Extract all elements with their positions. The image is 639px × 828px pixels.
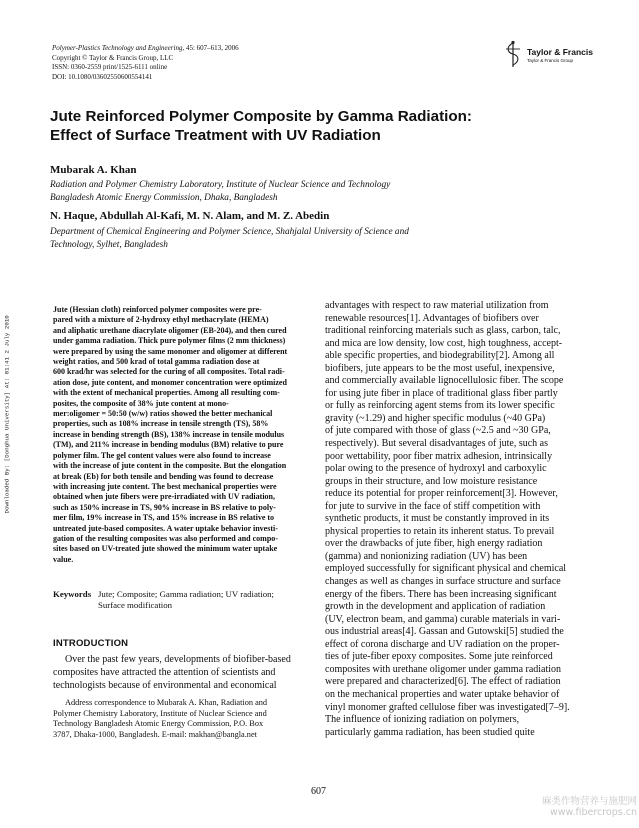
journal-volume: 45: 607–613, 2006: [184, 44, 239, 52]
article-title: [50, 107, 530, 145]
author-primary: Mubarak A. Khan: [50, 164, 137, 176]
watermark-line: www.fibercrops.cn: [550, 807, 637, 818]
publisher-group: Taylor & Francis Group: [527, 58, 574, 63]
body-line: of jute compared with those of glass (~2.5 and ~30 GPa,: [325, 425, 551, 437]
body-line: (gamma) and nonionizing radiation (UV) has been: [325, 550, 528, 562]
publisher-name: Taylor & Francis: [527, 47, 593, 57]
keywords-label: Keywords: [53, 589, 92, 599]
title-line: Jute Reinforced Polymer Composite by Gamma Radiation:: [50, 108, 472, 125]
right-column-text: [325, 300, 590, 739]
body-line: on the mechanical properties and water uptake behavior of: [325, 688, 560, 700]
body-line: renewable resources[1]. Advantages of biofibers over: [325, 312, 539, 324]
abstract-line: under gamma radiation. Thick pure polymer films (2 mm thickness): [53, 336, 286, 346]
body-line: for using jute fiber in place of traditional glass fiber partly: [325, 387, 558, 399]
author-coauthors: N. Haque, Abdullah Al-Kafi, M. N. Alam, and M. Z. Abedin: [50, 210, 330, 222]
abstract-line: such as 150% increase in TS, 90% increase in BS relative to poly-: [53, 502, 276, 512]
body-line: composites have attracted the attention of scientists and: [53, 666, 276, 678]
body-line: Over the past few years, developments of biofiber-based: [65, 654, 291, 665]
affiliation-line: Department of Chemical Engineering and Polymer Science, Shahjalal University of Science and: [50, 227, 409, 237]
abstract-line: gation of the resulting composites was also performed and compo-: [53, 533, 278, 543]
abstract-line: sites based on UV-treated jute showed the minimum water uptake: [53, 544, 278, 554]
body-line: changes as well as changes in surface structure and surface: [325, 576, 561, 588]
affiliation-line: Bangladesh Atomic Energy Commission, Dhaka, Bangladesh: [50, 193, 278, 203]
footnote-line: Polymer Chemistry Laboratory, Institute of Nuclear Science and: [53, 708, 267, 718]
body-line: particularly gamma radiation, has been studied quite: [325, 726, 535, 738]
body-line: over the drawbacks of jute fiber, high energy radiation: [325, 538, 543, 550]
abstract-line: at break (Eb) for both tensile and bending was found to decrease: [53, 471, 274, 481]
body-line: ties of jute-fiber epoxy composites. Some jute reinforced: [325, 651, 553, 663]
body-line: respectively). But several disadvantages of jute, such as: [325, 438, 548, 450]
correspondence-footnote: [53, 698, 315, 740]
body-line: employed successfully for significant physical and chemical: [325, 563, 567, 575]
body-line: groups in their structure, and low moisture resistance: [325, 475, 538, 487]
body-line: polar owing to the presence of hydroxyl and carboxylic: [325, 463, 547, 475]
journal-citation: [52, 44, 412, 54]
page-number: 607: [311, 786, 326, 797]
doi-line: DOI: 10.1080/03602550600554141: [52, 72, 153, 81]
body-line: able specific properties, and biodegrability[2]. Among all: [325, 350, 555, 362]
body-line: synthetic products, it must be constantly improved in its: [325, 513, 550, 525]
abstract-line: mer:oligomer = 50:50 (w/w) ratios showed the better mechanical: [53, 409, 273, 419]
abstract-line: polymer film. The gel content values were also found to increase: [53, 450, 271, 460]
body-line: composites with urethane oligomer under gamma radiation: [325, 663, 562, 675]
abstract-line: value.: [53, 554, 74, 564]
journal-name: Polymer-Plastics Technology and Engineering,: [52, 44, 185, 52]
journal-info: [52, 44, 412, 82]
body-line: The influence of ionizing radiation on polymers,: [325, 714, 520, 726]
affiliation-primary: [50, 179, 490, 205]
abstract-line: 600 krad/hr was selected for the curing of all composites. Total radi-: [53, 367, 285, 377]
keywords-line: Jute; Composite; Gamma radiation; UV radiation;: [98, 589, 274, 599]
body-line: reduce its potential for proper reinforcement[3]. However,: [325, 488, 558, 500]
abstract-line: mer film, 19% increase in TS, and 15% increase in BS relative to: [53, 513, 275, 523]
footnote-line: Technology Bangladesh Atomic Energy Commission, P.O. Box: [53, 719, 264, 729]
body-line: (UV, electron beam, and gamma) curable materials in vari-: [325, 613, 561, 625]
keywords-line: Surface modification: [98, 600, 173, 610]
body-line: or fully as reinforcing agent stems from its lower specific: [325, 400, 555, 412]
abstract-line: weight ratios, and 500 krad of total gamma radiation dose at: [53, 357, 260, 367]
site-watermark: [497, 796, 637, 818]
body-line: physical properties to retain its inherent status. To prevail: [325, 525, 555, 537]
section-heading-introduction: INTRODUCTION: [53, 638, 129, 649]
abstract-line: posites, the composite of 38% jute content at mono-: [53, 398, 229, 408]
introduction-text: [53, 654, 315, 693]
body-line: gravity (~1.29) and higher specific modulus (~40 GPa): [325, 412, 546, 424]
abstract-line: with the increase of jute content in the composite. But the elongation: [53, 461, 287, 471]
affiliation-secondary: [50, 226, 490, 252]
abstract-line: with the extent of mechanical properties. Among all resulting com-: [53, 388, 280, 398]
abstract-line: increase in bending strength (BS), 138% increase in tensile modulus: [53, 429, 285, 439]
keywords-list: [98, 589, 274, 611]
affiliation-line: Radiation and Polymer Chemistry Laboratory, Institute of Nuclear Science and Technology: [50, 180, 391, 190]
body-line: traditional reinforcing materials such as glass, carbon, talc,: [325, 325, 561, 337]
body-line: for jute to survive in the face of stiff competition with: [325, 500, 541, 512]
body-line: advantages with respect to raw material utilization from: [325, 300, 549, 311]
body-line: and mica are low density, low cost, high toughness, accept-: [325, 337, 563, 349]
abstract: [53, 305, 310, 565]
footnote-line: Address correspondence to Mubarak A. Khan, Radiation and: [65, 698, 268, 707]
body-line: growth in the development and application of radiation: [325, 601, 546, 613]
abstract-line: (TM), and 211% increase in bending modulus (BM) relative to pure: [53, 440, 284, 450]
download-stamp: Downloaded By: [Donghua University] At: 01:41 2 July 2010: [3, 315, 11, 514]
title-line: Effect of Surface Treatment with UV Radiation: [50, 127, 381, 144]
affiliation-line: Technology, Sylhet, Bangladesh: [50, 240, 168, 250]
abstract-line: obtained when jute fibers were pre-irradiated with UV radiation,: [53, 492, 275, 502]
body-line: energy of the fibers. There has been increasing significant: [325, 588, 557, 600]
footnote-line: 3787, Dhaka-1000, Bangladesh. E-mail: makhan@bangla.net: [53, 729, 257, 739]
publisher-emblem-icon: [503, 40, 523, 68]
body-line: were prepared and characterized[6]. The effect of radiation: [325, 676, 561, 688]
abstract-line: ation dose, jute content, and monomer concentration were optimized: [53, 377, 287, 387]
abstract-line: untreated jute-based composites. A water uptake behavior investi-: [53, 523, 278, 533]
body-line: poor wettability, poor fiber matrix adhesion, intrinsically: [325, 450, 553, 462]
abstract-line: with increasing jute content. The best mechanical properties were: [53, 481, 277, 491]
publisher-logo: [503, 40, 603, 74]
body-line: technologists because of environmental and economical: [53, 679, 277, 691]
abstract-line: Jute (Hessian cloth) reinforced polymer composites were pre-: [53, 305, 262, 314]
watermark-line: 麻类作物营养与施肥网: [541, 796, 637, 807]
abstract-line: were prepared by using the same monomer and oligomer at different: [53, 346, 288, 356]
abstract-line: pared with a mixture of 2-hydroxy ethyl methacrylate (HEMA): [53, 315, 269, 325]
body-line: effect of corona discharge and UV radiation on the proper-: [325, 638, 560, 650]
body-line: biofibers, jute appears to be the most useful, inexpensive,: [325, 362, 555, 374]
body-line: ous industrial areas[4]. Gassan and Gutowski[5] studied the: [325, 626, 564, 638]
abstract-line: and aliphatic urethane diacrylate oligomer (EB-204), and then cured: [53, 325, 287, 335]
body-line: vinyl monomer grafted cellulose fiber was investigated[7–9].: [325, 701, 570, 713]
abstract-line: properties, such as 108% increase in tensile strength (TS), 58%: [53, 419, 269, 429]
copyright-line: Copyright © Taylor & Francis Group, LLC: [52, 53, 174, 62]
body-line: and commercially available lignocellulosic fiber. The scope: [325, 375, 564, 387]
issn-line: ISSN: 0360-2559 print/1525-6111 online: [52, 63, 168, 72]
